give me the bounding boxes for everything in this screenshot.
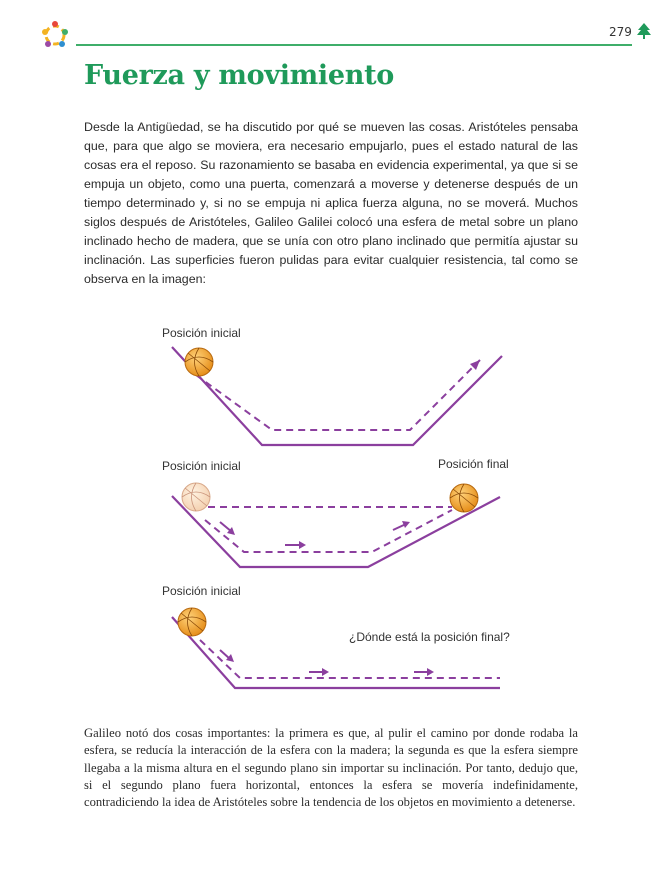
- ball: [178, 608, 206, 636]
- diagram-panel-3: [162, 584, 510, 688]
- ball: [185, 348, 213, 376]
- diagram-panel-2: [162, 457, 509, 567]
- arrow-head: [427, 668, 434, 676]
- intro-paragraph: Desde la Antigüedad, se ha discutido por qué se mueven las cosas. Aristóteles pensaba que, para que algo se moviera, era necesario empujarlo, pues el estado natural de las cosas era el reposo. Su razonamiento se basaba en evidencia experimental, ya que si se empuja un objeto, como una puerta, comenzará a moverse y detenerse después de un tiempo determinado y, si no se empuja ni aplica fuerza alguna, no se moverá. Muchos siglos después de Aristóteles, Galileo Galilei colocó una esfera de metal sobre un plano inclinado hecho de madera, que se unía con otro plano inclinado que permitía ajustar su inclinación. Las superficies fueron pulidas para evitar cualquier resistencia, tal como se observa en la imagen:: [84, 120, 578, 286]
- initial-position-label: Posición inicial: [162, 584, 241, 598]
- ball-path: [200, 640, 500, 678]
- final-position-label: Posición final: [438, 457, 509, 471]
- ghost-ball: [182, 483, 210, 511]
- ball: [450, 484, 478, 512]
- ball-path: [205, 510, 452, 552]
- arrow-head: [299, 541, 306, 549]
- arrow-head: [322, 668, 329, 676]
- page-title: Fuerza y movimiento: [84, 60, 394, 91]
- diagram-panel-1: [162, 326, 502, 445]
- initial-position-label: Posición inicial: [162, 326, 241, 340]
- page-number: 279: [609, 25, 632, 39]
- initial-position-label: Posición inicial: [162, 459, 241, 473]
- conclusion-paragraph: Galileo notó dos cosas importantes: la primera es que, al pulir el camino por donde rodaba la esfera, se reducía la interacción de la esfera con la madera; la segunda es que la esfera siempre llegaba a la misma altura en el segundo plano sin importar su inclinación. Por tanto, dedujo que, si el segundo plano fuera horizontal, entonces la esfera se movería indefinidamente, contradiciendo la idea de Aristóteles sobre la tendencia de los objetos en movimiento a detenerse.: [84, 726, 578, 810]
- final-position-question: ¿Dónde está la posición final?: [349, 630, 510, 644]
